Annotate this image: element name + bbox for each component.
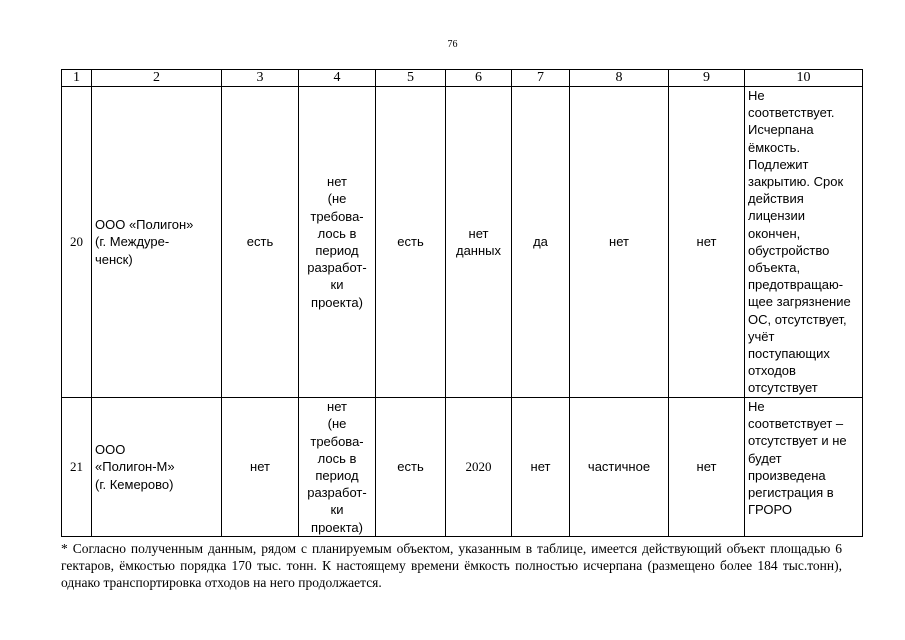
cell-col-8: частичное [570,398,669,537]
header-cell: 2 [92,70,222,87]
row-number-cell: 20 [62,87,92,398]
header-cell: 1 [62,70,92,87]
cell-col-6: нет данных [446,87,512,398]
cell-col-5: есть [376,87,446,398]
data-table [61,69,863,537]
organization-cell: ООО «Полигон-М» (г. Кемерово) [92,398,222,537]
cell-col-4: нет (не требова- лось в период разработ- ки проекта) [299,87,376,398]
header-cell: 8 [570,70,669,87]
cell-col-3: нет [222,398,299,537]
header-cell: 4 [299,70,376,87]
compliance-note-cell: Не соответствует – отсутствует и не будет произведена регистрация в ГРОРО [745,398,863,537]
organization-cell: ООО «Полигон» (г. Междуре- ченск) [92,87,222,398]
cell-col-4: нет (не требова- лось в период разработ- ки проекта) [299,398,376,537]
header-cell: 9 [669,70,745,87]
cell-col-9: нет [669,87,745,398]
cell-col-6: 2020 [446,398,512,537]
table-row [62,87,863,398]
header-cell: 10 [745,70,863,87]
cell-col-7: нет [512,398,570,537]
page-number: 76 [447,39,458,50]
cell-col-5: есть [376,398,446,537]
table-header-row [62,70,863,87]
table-row [62,398,863,537]
header-cell: 6 [446,70,512,87]
footnote: * Согласно полученным данным, рядом с планируемым объектом, указанным в таблице, имеется действующий объект площадью 6 гектаров, ёмкостью порядка 170 тыс. тонн. К настоящему времени ёмкость полностью исчерпана (размещено более 184 тыс.тонн), однако транспортировка отходов на него продолжается. [61,541,842,590]
cell-col-3: есть [222,87,299,398]
header-cell: 5 [376,70,446,87]
row-number-cell: 21 [62,398,92,537]
cell-col-7: да [512,87,570,398]
header-cell: 3 [222,70,299,87]
cell-col-8: нет [570,87,669,398]
compliance-note-cell: Не соответствует. Исчерпана ёмкость. Подлежит закрытию. Срок действия лицензии окончен, обустройство объекта, предотвращаю- щее загрязнение ОС, отсутствует, учёт поступающих отходов отсутствует [745,87,863,398]
header-cell: 7 [512,70,570,87]
cell-col-9: нет [669,398,745,537]
